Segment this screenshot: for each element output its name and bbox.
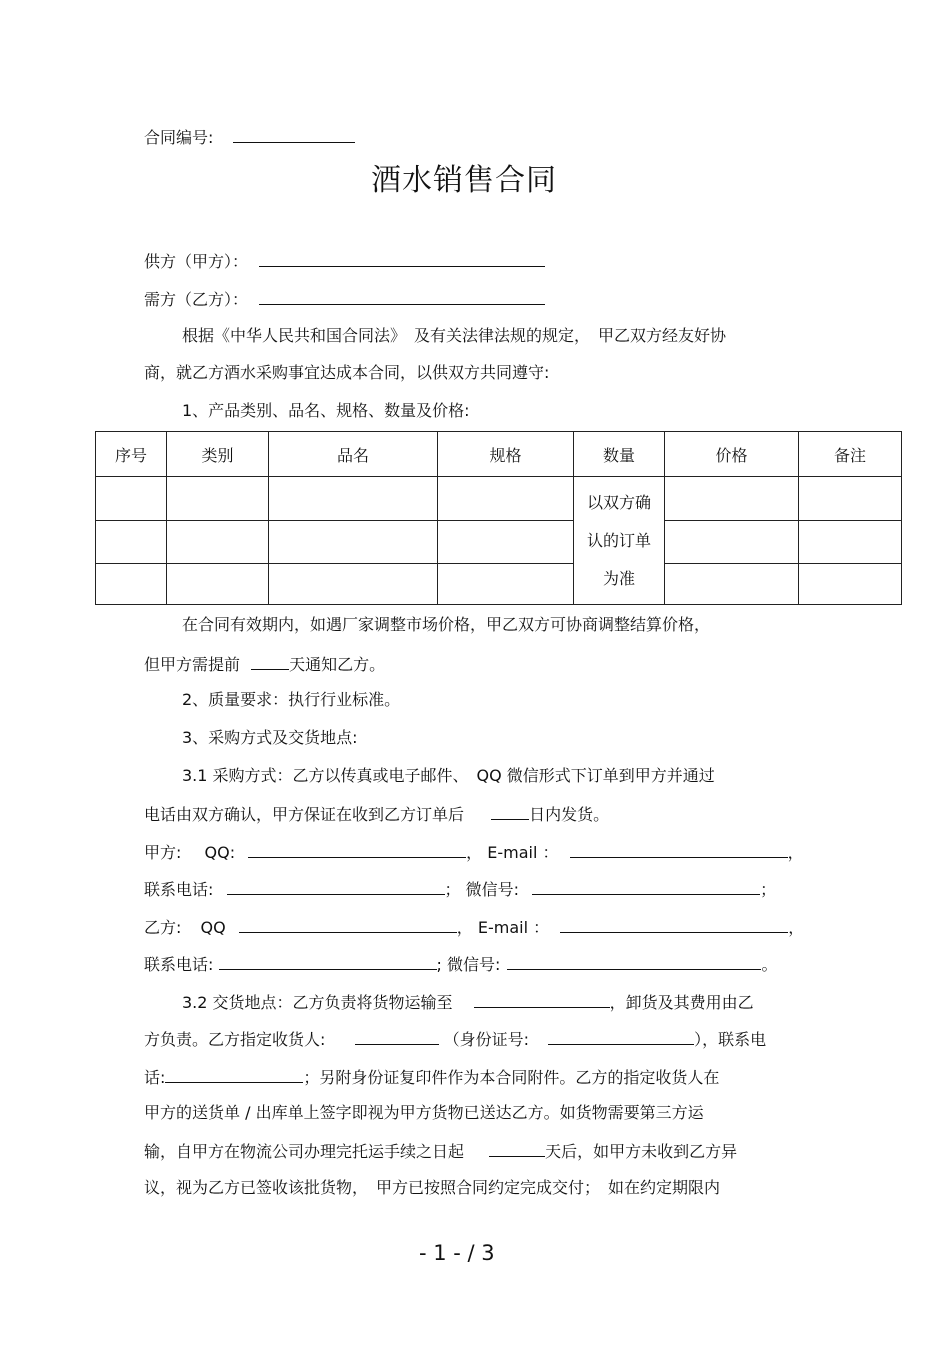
header-cell: 价格 <box>665 432 799 477</box>
email-label: E-mail ： <box>487 843 559 862</box>
s32-text: ；另附身份证复印件作为本合同附件。乙方的指定收货人在 <box>303 1068 720 1087</box>
contract-no-field <box>144 126 355 148</box>
header-cell: 品名 <box>269 432 438 477</box>
party-a-email-blank[interactable] <box>570 841 788 858</box>
supplier-blank[interactable] <box>259 250 545 267</box>
buyer-label: 需方（乙方）： <box>144 290 249 309</box>
notice-days-blank[interactable] <box>251 653 289 670</box>
s32-text: 天后，如甲方未收到乙方异 <box>545 1142 738 1161</box>
table-row <box>96 521 902 564</box>
separator: ； <box>760 880 777 899</box>
s32-text: 输，自甲方在物流公司办理完托运手续之日起 <box>144 1142 465 1161</box>
s32-line-4: 甲方的送货单 / 出库单上签字即视为甲方货物已送达乙方。如货物需要第三方运 <box>144 1103 704 1122</box>
s32-text: 话: <box>144 1068 166 1087</box>
table-cell[interactable] <box>799 477 902 521</box>
s32-text: 卸货及其费用由乙 <box>625 993 754 1012</box>
price-clause-line-2 <box>144 653 385 675</box>
table-cell[interactable] <box>96 477 167 521</box>
table-cell[interactable] <box>665 521 799 564</box>
phone-label: 联系电话: <box>144 880 214 899</box>
quantity-note-cell <box>574 477 665 605</box>
s32-text: 3.2 交货地点：乙方负责将货物运输至 <box>182 993 453 1012</box>
contract-no-label: 合同编号: <box>144 128 214 147</box>
s31-text: 日内发货。 <box>529 805 610 824</box>
s31-line-1: 3.1 采购方式：乙方以传真或电子邮件、 QQ 微信形式下订单到甲方并通过 <box>182 766 715 785</box>
wechat-label: ； 微信号: <box>444 880 519 899</box>
table-cell[interactable] <box>269 477 438 521</box>
table-cell[interactable] <box>269 564 438 605</box>
party-a-wechat-blank[interactable] <box>532 878 760 895</box>
party-a-phone-row <box>144 878 776 900</box>
separator: ， <box>456 918 473 937</box>
price-clause-text: 天通知乙方。 <box>289 655 386 674</box>
separator: 。 <box>761 955 778 974</box>
s31-line-2 <box>144 803 609 825</box>
separator: ， <box>787 843 804 862</box>
header-cell: 数量 <box>574 432 665 477</box>
table-cell[interactable] <box>438 564 574 605</box>
delivery-days-blank[interactable] <box>491 803 529 820</box>
delivery-location-blank[interactable] <box>474 991 610 1008</box>
quantity-note-line: 认的订单 <box>586 530 651 550</box>
s32-line-2 <box>144 1028 766 1050</box>
header-cell: 序号 <box>96 432 167 477</box>
s32-text: ），联系电 <box>694 1030 767 1049</box>
quantity-note-line: 以双方确 <box>586 492 651 512</box>
consignee-blank[interactable] <box>355 1028 439 1045</box>
table-cell[interactable] <box>799 564 902 605</box>
quantity-note-line: 为准 <box>602 568 635 588</box>
document-title: 酒水销售合同 <box>371 163 557 198</box>
consignee-phone-blank[interactable] <box>165 1066 303 1083</box>
s32-text: 方负责。乙方指定收货人: <box>144 1030 326 1049</box>
table-cell[interactable] <box>269 521 438 564</box>
section-1-heading: 1、产品类别、品名、规格、数量及价格: <box>182 401 470 420</box>
party-b-phone-row <box>144 953 777 975</box>
header-cell: 备注 <box>799 432 902 477</box>
party-a-contact-row <box>144 841 804 863</box>
table-header-row <box>96 432 902 477</box>
product-table <box>95 431 902 605</box>
party-b-label: 乙方: <box>144 918 182 937</box>
phone-label: 联系电话: <box>144 955 214 974</box>
intro-line-2: 商，就乙方酒水采购事宜达成本合同，以供双方共同遵守: <box>144 363 550 382</box>
s32-line-1 <box>182 991 754 1013</box>
table-row <box>96 477 902 521</box>
consignee-id-blank[interactable] <box>548 1028 694 1045</box>
header-cell: 类别 <box>167 432 269 477</box>
party-b-qq-blank[interactable] <box>239 916 457 933</box>
header-cell: 规格 <box>438 432 574 477</box>
party-a-phone-blank[interactable] <box>227 878 445 895</box>
separator: ， <box>466 843 483 862</box>
table-cell[interactable] <box>665 477 799 521</box>
intro-line-1: 根据《中华人民共和国合同法》 及有关法律法规的规定， 甲乙双方经友好协 <box>182 326 727 345</box>
qq-label: QQ: <box>204 843 236 862</box>
table-cell[interactable] <box>167 477 269 521</box>
table-cell[interactable] <box>799 521 902 564</box>
table-cell[interactable] <box>96 564 167 605</box>
separator: ， <box>788 918 805 937</box>
table-cell[interactable] <box>96 521 167 564</box>
table-cell[interactable] <box>665 564 799 605</box>
table-cell[interactable] <box>438 521 574 564</box>
contract-no-blank[interactable] <box>233 126 355 143</box>
s32-text: （身份证号: <box>443 1030 529 1049</box>
party-b-email-blank[interactable] <box>560 916 788 933</box>
s31-text: 电话由双方确认，甲方保证在收到乙方订单后 <box>144 805 465 824</box>
table-cell[interactable] <box>167 521 269 564</box>
s32-line-5 <box>144 1140 737 1162</box>
wechat-label: ; 微信号: <box>436 955 501 974</box>
price-clause-line-1: 在合同有效期内，如遇厂家调整市场价格，甲乙双方可协商调整结算价格， <box>182 615 711 634</box>
party-b-contact-row <box>144 916 804 938</box>
qq-label: QQ <box>200 918 226 937</box>
objection-days-blank[interactable] <box>489 1140 545 1157</box>
party-a-qq-blank[interactable] <box>248 841 466 858</box>
party-b-wechat-blank[interactable] <box>507 953 761 970</box>
section-3-heading: 3、采购方式及交货地点: <box>182 728 358 747</box>
table-row <box>96 564 902 605</box>
supplier-field <box>144 250 545 272</box>
email-label: E-mail ： <box>477 918 550 937</box>
table-cell[interactable] <box>438 477 574 521</box>
party-b-phone-blank[interactable] <box>219 953 437 970</box>
separator: ， <box>609 993 626 1012</box>
s32-line-3 <box>144 1066 719 1088</box>
party-a-label: 甲方: <box>144 843 182 862</box>
supplier-label: 供方（甲方）： <box>144 252 249 271</box>
page-number: - 1 - / 3 <box>419 1241 495 1265</box>
section-2: 2、质量要求：执行行业标准。 <box>182 690 401 709</box>
price-clause-text: 但甲方需提前 <box>144 655 241 674</box>
buyer-blank[interactable] <box>259 288 545 305</box>
buyer-field <box>144 288 545 310</box>
table-cell[interactable] <box>167 564 269 605</box>
s32-line-6: 议，视为乙方已签收该批货物， 甲方已按照合同约定完成交付； 如在约定期限内 <box>144 1178 721 1197</box>
